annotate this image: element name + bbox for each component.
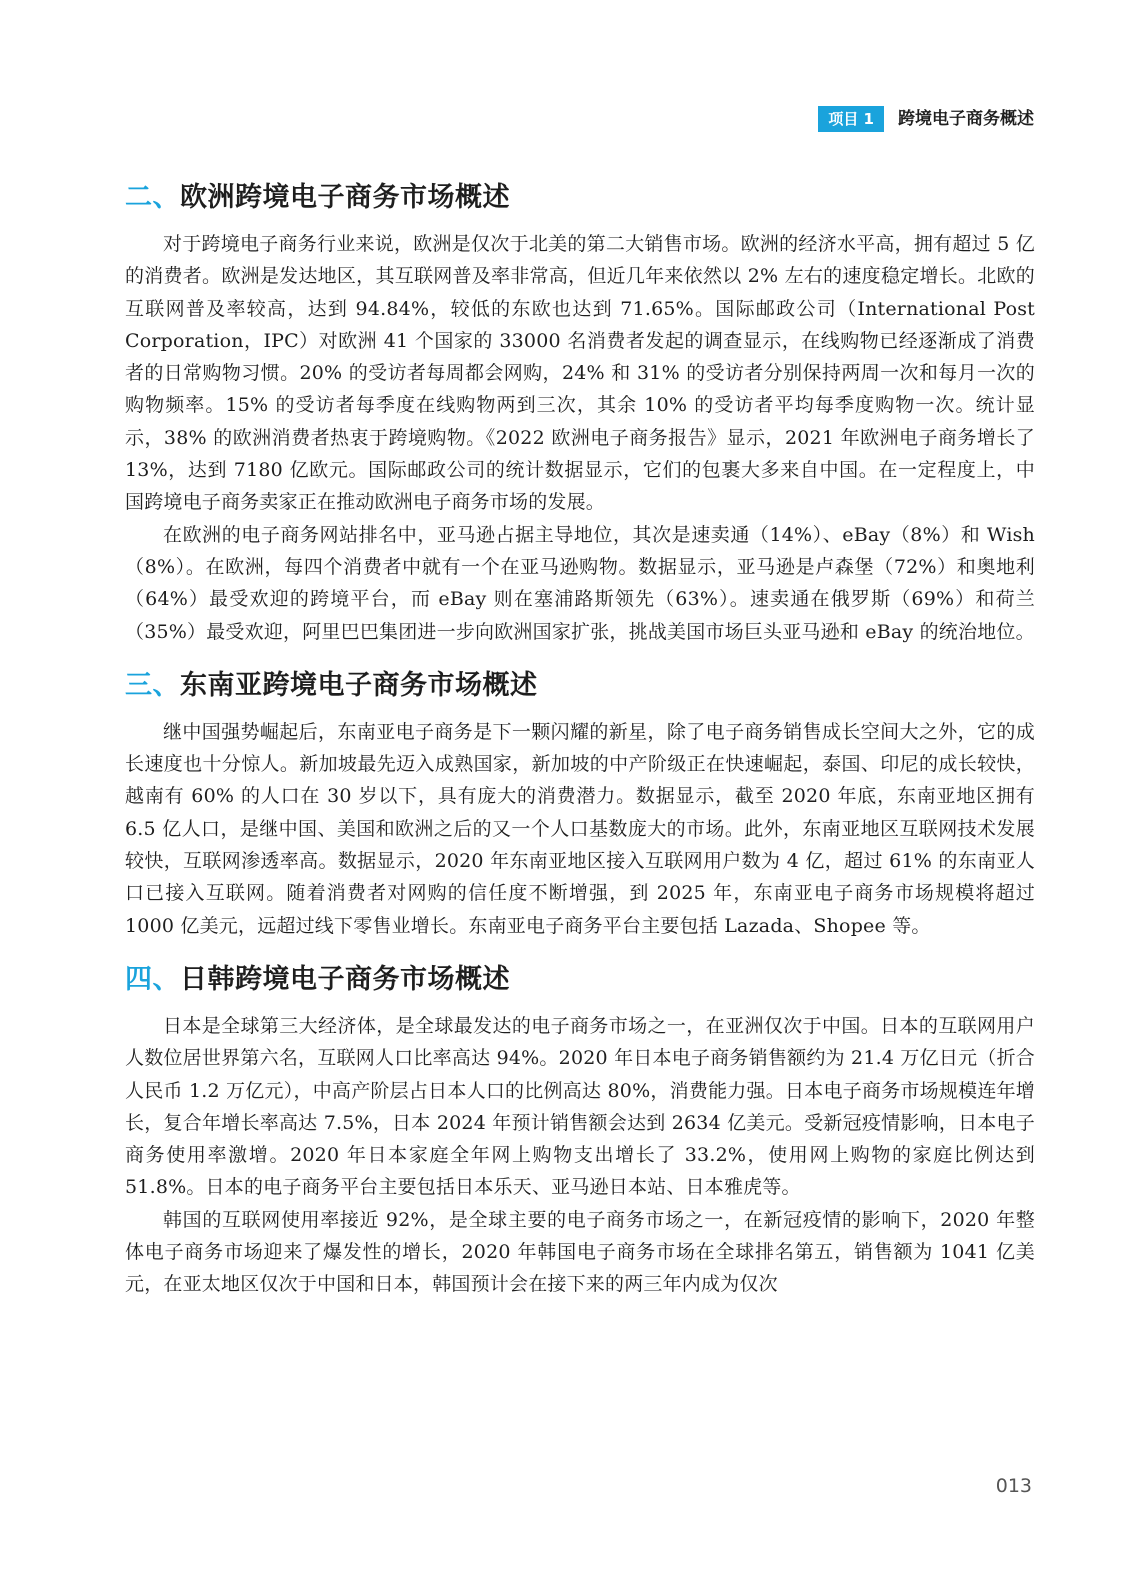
project-tag: 项目 1: [818, 106, 884, 132]
page-content: [125, 178, 1035, 1319]
paragraph: 对于跨境电子商务行业来说，欧洲是仅次于北美的第二大销售市场。欧洲的经济水平高，拥有超过 5 亿的消费者。欧洲是发达地区，其互联网普及率非常高，但近几年来依然以 2% 左右的速度稳定增长。北欧的互联网普及率较高，达到 94.84%，较低的东欧也达到 71.65%。国际邮政公司（International Post Corporation，IPC）对欧洲 41 个国家的 33000 名消费者发起的调查显示，在线购物已经逐渐成了消费者的日常购物习惯。20% 的受访者每周都会网购，24% 和 31% 的受访者分别保持两周一次和每月一次的购物频率。15% 的受访者每季度在线购物两到三次，其余 10% 的受访者平均每季度购物一次。统计显示，38% 的欧洲消费者热衷于跨境购物。《2022 欧洲电子商务报告》显示，2021 年欧洲电子商务增长了 13%，达到 7180 亿欧元。国际邮政公司的统计数据显示，它们的包裹大多来自中国。在一定程度上，中国跨境电子商务卖家正在推动欧洲电子商务市场的发展。: [125, 233, 1035, 514]
section-number: 四、: [125, 963, 180, 995]
section-heading: [125, 666, 1035, 706]
section-title: 东南亚跨境电子商务市场概述: [180, 669, 538, 701]
paragraph: 韩国的互联网使用率接近 92%，是全球主要的电子商务市场之一，在新冠疫情的影响下，2020 年整体电子商务市场迎来了爆发性的增长，2020 年韩国电子商务市场在全球排名第五，销售额为 1041 亿美元，在亚太地区仅次于中国和日本，韩国预计会在接下来的两三年内成为仅次: [125, 1208, 1035, 1296]
page-number: 013: [995, 1475, 1032, 1497]
section-title: 日韩跨境电子商务市场概述: [180, 963, 510, 995]
section-number: 二、: [125, 182, 180, 213]
section-heading: [125, 178, 1035, 218]
section-japan-korea: [125, 960, 1035, 1301]
running-head: [818, 106, 1034, 132]
section-title: 欧洲跨境电子商务市场概述: [180, 182, 510, 213]
paragraph: 日本是全球第三大经济体，是全球最发达的电子商务市场之一，在亚洲仅次于中国。日本的互联网用户人数位居世界第六名，互联网人口比率高达 94%。2020 年日本电子商务销售额约为 21.4 万亿日元（折合人民币 1.2 万亿元），中高产阶层占日本人口的比例高达 80%，消费能力强。日本电子商务市场规模连年增长，复合年增长率高达 7.5%，日本 2024 年预计销售额会达到 2634 亿美元。受新冠疫情影响，日本电子商务使用率激增。2020 年日本家庭全年网上购物支出增长了 33.2%，使用网上购物的家庭比例达到 51.8%。日本的电子商务平台主要包括日本乐天、亚马逊日本站、日本雅虎等。: [125, 1014, 1035, 1199]
section-europe: [125, 178, 1035, 648]
paragraph: 继中国强势崛起后，东南亚电子商务是下一颗闪耀的新星，除了电子商务销售成长空间大之外，它的成长速度也十分惊人。新加坡最先迈入成熟国家，新加坡的中产阶级正在快速崛起，泰国、印尼的成长较快，越南有 60% 的人口在 30 岁以下，具有庞大的消费潜力。数据显示，截至 2020 年底，东南亚地区拥有 6.5 亿人口，是继中国、美国和欧洲之后的又一个人口基数庞大的市场。此外，东南亚地区互联网技术发展较快，互联网渗透率高。数据显示，2020 年东南亚地区接入互联网用户数为 4 亿，超过 61% 的东南亚人口已接入互联网。随着消费者对网购的信任度不断增强，到 2025 年，东南亚电子商务市场规模将超过 1000 亿美元，远超过线下零售业增长。东南亚电子商务平台主要包括 Lazada、Shopee 等。: [125, 720, 1035, 937]
project-title: 跨境电子商务概述: [898, 109, 1034, 129]
paragraph: 在欧洲的电子商务网站排名中，亚马逊占据主导地位，其次是速卖通（14%）、eBay（8%）和 Wish（8%）。在欧洲，每四个消费者中就有一个在亚马逊购物。数据显示，亚马逊是卢森堡（72%）和奥地利（64%）最受欢迎的跨境平台，而 eBay 则在塞浦路斯领先（63%）。速卖通在俄罗斯（69%）和荷兰（35%）最受欢迎，阿里巴巴集团进一步向欧洲国家扩张，挑战美国市场巨头亚马逊和 eBay 的统治地位。: [125, 523, 1035, 643]
section-number: 三、: [125, 669, 180, 701]
section-southeast-asia: [125, 666, 1035, 942]
section-heading: [125, 960, 1035, 1000]
